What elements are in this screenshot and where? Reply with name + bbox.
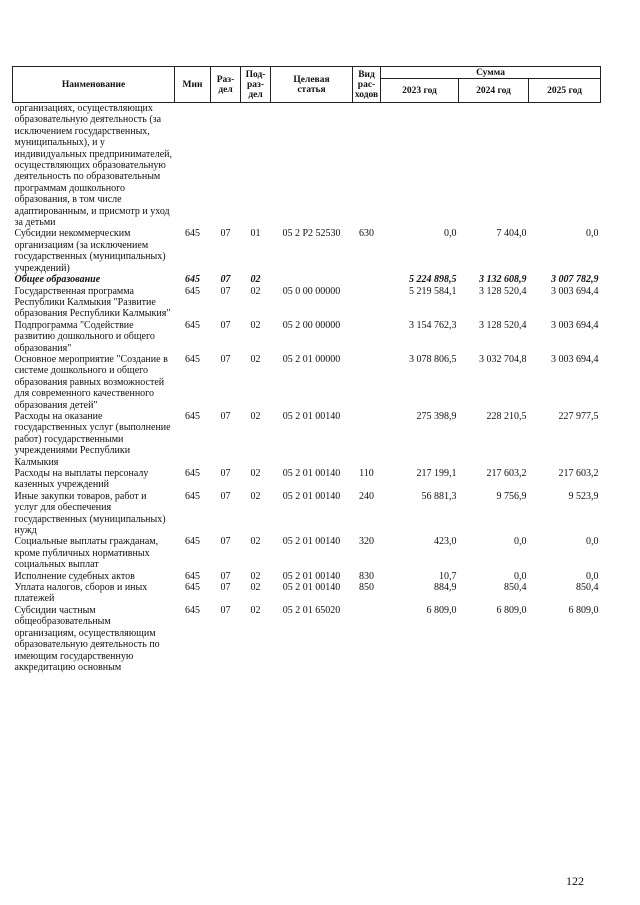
row-name: Иные закупки товаров, работ и услуг для обеспечения государственных (муниципальных) нужд (14, 490, 166, 537)
row-target-article: 05 2 01 00140 (282, 536, 341, 548)
row-target-article (271, 103, 353, 229)
row-section: 07 (220, 570, 231, 582)
row-expense-type (353, 320, 381, 354)
row-subsection: 02 (250, 353, 261, 365)
row-sum-2023: 3 154 762,3 (409, 319, 457, 331)
row-subsection (241, 103, 271, 229)
row-sum-2025 (529, 103, 601, 229)
row-expense-type: 320 (359, 536, 374, 548)
row-sum-2024: 3 032 704,8 (479, 353, 527, 365)
row-sum-2024: 7 404,0 (496, 228, 527, 240)
table-row (13, 274, 601, 285)
header-subsection: Под- раз- дел (241, 67, 271, 103)
header-section: Раз- дел (211, 67, 241, 103)
header-year-2025: 2025 год (529, 79, 601, 103)
row-section: 07 (220, 468, 231, 479)
row-expense-type: 110 (359, 468, 374, 479)
header-year-2024: 2024 год (459, 79, 529, 103)
row-sum-2025: 3 003 694,4 (551, 353, 599, 365)
row-section: 07 (220, 410, 231, 422)
row-subsection: 02 (250, 285, 261, 297)
table-row (13, 605, 601, 673)
row-sum-2024 (459, 103, 529, 229)
row-expense-type: 830 (359, 570, 374, 582)
header-ministry: Мин (175, 67, 211, 103)
row-subsection: 02 (250, 582, 261, 594)
row-sum-2023: 0,0 (444, 228, 457, 240)
row-sum-2025: 3 007 782,9 (551, 274, 599, 286)
row-name: организациях, осуществляющих образовательную деятельность (за исключением государственных, муниципальных), и у индивидуальных предпринимателей, осуществляющих образовательную деятельность по образовательным программам дошкольного образования, в том числе адаптированным, и присмотр и уход за детьми (14, 103, 172, 229)
row-sum-2025: 3 003 694,4 (551, 285, 599, 297)
row-sum-2024: 3 128 520,4 (479, 319, 527, 331)
row-target-article (271, 274, 353, 285)
row-sum-2024: 217 603,2 (486, 468, 527, 479)
row-sum-2023: 5 219 584,1 (409, 285, 457, 297)
table-row (13, 571, 601, 582)
row-sum-2023: 6 809,0 (426, 604, 457, 616)
row-expense-type: 850 (359, 582, 374, 594)
row-target-article: 05 2 01 00140 (282, 490, 341, 502)
row-subsection: 01 (250, 228, 261, 240)
row-sum-2025: 9 523,9 (568, 490, 599, 502)
row-section: 07 (220, 604, 231, 616)
row-target-article: 05 2 01 00140 (282, 570, 341, 582)
row-name: Общее образование (14, 274, 101, 286)
row-sum-2024: 6 809,0 (496, 604, 527, 616)
header-target-article: Целевая статья (271, 67, 353, 103)
row-sum-2025: 3 003 694,4 (551, 319, 599, 331)
row-sum-2025: 6 809,0 (568, 604, 599, 616)
header-name: Наименование (13, 67, 175, 103)
row-sum-2025: 0,0 (586, 570, 599, 582)
row-sum-2025: 850,4 (576, 582, 599, 594)
row-target-article: 05 2 01 00140 (282, 410, 341, 422)
row-target-article: 05 2 P2 52530 (282, 228, 341, 240)
header-expense-type: Вид рас- ходов (353, 67, 381, 103)
row-ministry: 645 (185, 582, 200, 594)
row-target-article: 05 2 01 00000 (282, 353, 341, 365)
row-sum-2025: 0,0 (586, 228, 599, 240)
row-expense-type: 240 (359, 490, 374, 502)
row-name: Уплата налогов, сборов и иных платежей (14, 582, 148, 605)
row-expense-type (353, 286, 381, 320)
row-ministry: 645 (185, 468, 200, 479)
row-sum-2023 (381, 103, 459, 229)
row-ministry: 645 (185, 536, 200, 548)
table-row (13, 536, 601, 570)
row-expense-type (353, 274, 381, 285)
row-section: 07 (220, 319, 231, 331)
table-row (13, 354, 601, 411)
row-sum-2023: 5 224 898,5 (409, 274, 457, 286)
row-sum-2024: 3 128 520,4 (479, 285, 527, 297)
row-sum-2023: 10,7 (439, 570, 457, 582)
row-sum-2025: 217 603,2 (558, 468, 599, 479)
row-target-article: 05 2 01 65020 (282, 604, 341, 616)
table-header (13, 67, 601, 103)
table-row (13, 103, 601, 229)
row-target-article: 05 2 01 00140 (282, 468, 341, 479)
row-expense-type: 630 (359, 228, 374, 240)
row-expense-type (353, 605, 381, 673)
row-section (211, 103, 241, 229)
row-section: 07 (220, 536, 231, 548)
row-sum-2023: 884,9 (434, 582, 457, 594)
row-section: 07 (220, 490, 231, 502)
row-sum-2023: 423,0 (434, 536, 457, 548)
row-expense-type (353, 103, 381, 229)
header-year-2023: 2023 год (381, 79, 459, 103)
row-sum-2024: 3 132 608,9 (479, 274, 527, 286)
row-sum-2025: 0,0 (586, 536, 599, 548)
row-ministry: 645 (185, 353, 200, 365)
row-sum-2024: 850,4 (504, 582, 527, 594)
row-target-article: 05 2 01 00140 (282, 582, 341, 594)
row-name: Социальные выплаты гражданам, кроме публичных нормативных социальных выплат (14, 536, 159, 571)
row-section: 07 (220, 285, 231, 297)
row-sum-2024: 0,0 (514, 570, 527, 582)
row-subsection: 02 (250, 536, 261, 548)
row-subsection: 02 (250, 468, 261, 479)
row-sum-2024: 0,0 (514, 536, 527, 548)
row-sum-2023: 56 881,3 (421, 490, 457, 502)
row-ministry: 645 (185, 410, 200, 422)
row-subsection: 02 (250, 319, 261, 331)
row-subsection: 02 (250, 604, 261, 616)
row-section: 07 (220, 353, 231, 365)
row-ministry: 645 (185, 228, 200, 240)
row-expense-type (353, 411, 381, 468)
row-ministry (175, 103, 211, 229)
row-name: Государственная программа Республики Калмыкия "Развитие образования Республики Калмыкия" (14, 285, 171, 320)
row-sum-2024: 9 756,9 (496, 490, 527, 502)
table-row (13, 491, 601, 537)
row-subsection: 02 (250, 490, 261, 502)
row-section: 07 (220, 228, 231, 240)
table-row (13, 228, 601, 274)
row-name: Расходы на оказание государственных услуг (выполнение работ) государственными учреждениями Республики Калмыкия (14, 410, 171, 468)
table-body (13, 103, 601, 674)
row-sum-2023: 275 398,9 (416, 410, 457, 422)
row-name: Субсидии некоммерческим организациям (за исключением государственных (муниципальных) учреждений) (14, 228, 166, 274)
header-sum: Сумма (381, 67, 601, 79)
row-subsection: 02 (250, 410, 261, 422)
row-ministry: 645 (185, 604, 200, 616)
row-section: 07 (220, 274, 231, 286)
table-row (13, 411, 601, 468)
row-sum-2024: 228 210,5 (486, 410, 527, 422)
budget-table (12, 66, 601, 673)
row-subsection: 02 (250, 570, 261, 582)
row-sum-2023: 3 078 806,5 (409, 353, 457, 365)
row-target-article: 05 0 00 00000 (282, 285, 341, 297)
row-subsection: 02 (250, 274, 261, 286)
row-name: Основное мероприятие "Создание в системе дошкольного и общего образования равных возможностей для современного качественного образования детей" (14, 353, 168, 411)
row-expense-type (353, 354, 381, 411)
table-row (13, 582, 601, 605)
table-row (13, 320, 601, 354)
row-section: 07 (220, 582, 231, 594)
row-name: Подпрограмма "Содействие развитию дошкольного и общего образования" (14, 319, 155, 354)
row-ministry: 645 (185, 570, 200, 582)
row-sum-2023: 217 199,1 (416, 468, 457, 479)
row-name: Субсидии частным общеобразовательным организациям, осуществляющим образовательную деятельность по имеющим государственную аккредитацию основным (14, 604, 160, 673)
row-sum-2025: 227 977,5 (558, 410, 599, 422)
row-target-article: 05 2 00 00000 (282, 319, 341, 331)
row-name: Расходы на выплаты персоналу казенных учреждений (14, 468, 149, 491)
row-ministry: 645 (185, 274, 200, 286)
row-ministry: 645 (185, 319, 200, 331)
table-row (13, 286, 601, 320)
table-row (13, 468, 601, 491)
row-name: Исполнение судебных актов (14, 570, 135, 582)
row-ministry: 645 (185, 490, 200, 502)
page-number: 122 (566, 874, 584, 888)
row-ministry: 645 (185, 285, 200, 297)
